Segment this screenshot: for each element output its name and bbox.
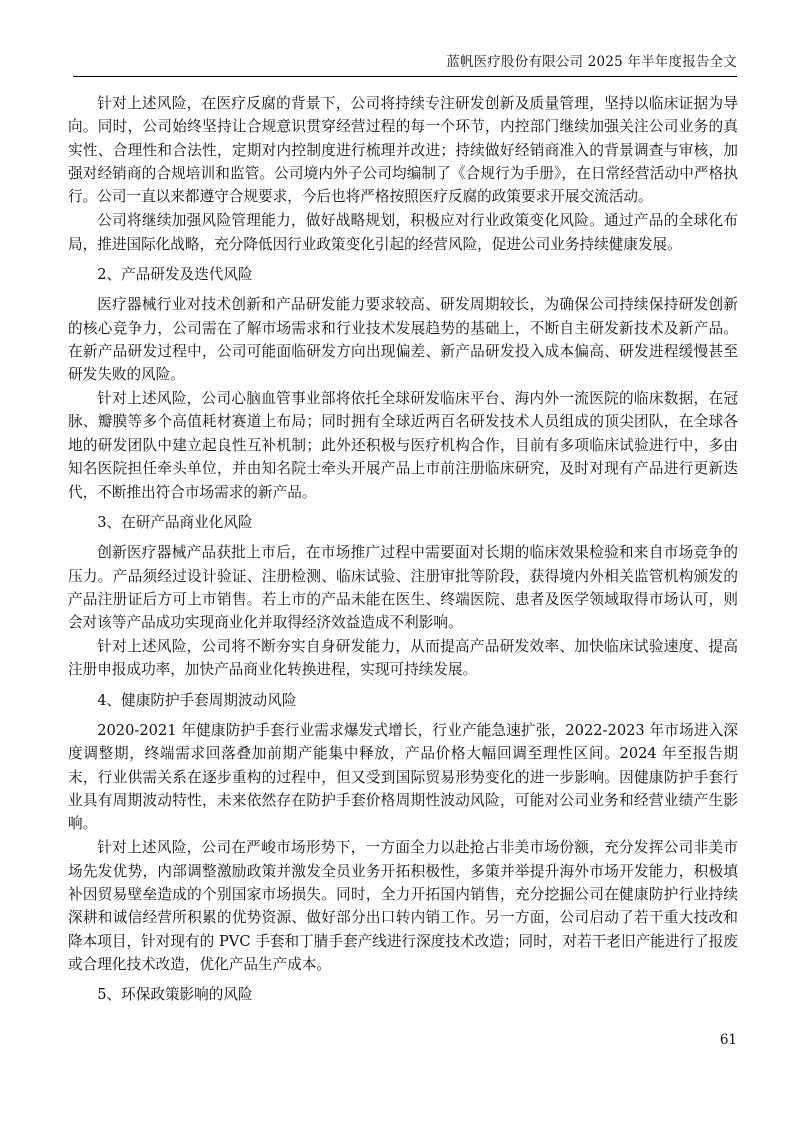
body-paragraph: 医疗器械行业对技术创新和产品研发能力要求较高、研发周期较长，为确保公司持续保持研发创新的核心竞争力，公司需在了解市场需求和行业技术发展趋势的基础上，不断自主研发新技术及新产品。在新产品研发过程中，公司可能面临研发方向出现偏差、新产品研发投入成本偏高、研发进程缓慢甚至研发失败的风险。 <box>68 296 738 384</box>
body-paragraph: 针对上述风险，公司心脑血管事业部将依托全球研发临床平台、海内外一流医院的临床数据，在冠脉、瓣膜等多个高值耗材赛道上布局；同时拥有全球近两百名研发技术人员组成的顶尖团队，在全球各地的研发团队中建立起良性互补机制；此外还积极与医疗机构合作，目前有多项临床试验进行中，多由知名医院担任牵头单位，并由知名院士牵头开展产品上市前注册临床研究，及时对现有产品进行更新迭代，不断推出符合市场需求的新产品。 <box>68 390 738 501</box>
body-paragraph: 针对上述风险，公司在严峻市场形势下，一方面全力以赴抢占非美市场份额，充分发挥公司非美市场先发优势，内部调整激励政策并激发全员业务开拓积极性，多策并举提升海外市场开发能力，积极填补因贸易壁垒造成的个别国家市场损失。同时，全力开拓国内销售，充分挖掘公司在健康防护行业持续深耕和诚信经营所积累的优势资源、做好部分出口转内销工作。另一方面，公司启动了若干重大技改和降本项目，针对现有的 PVC 手套和丁腈手套产线进行深度技术改造；同时，对若干老旧产能进行了报废或合理化技术改造，优化产品生产成本。 <box>68 839 738 974</box>
section-heading: 2、产品研发及迭代风险 <box>97 265 253 283</box>
header-divider <box>73 76 737 77</box>
running-header: 蓝帆医疗股份有限公司 2025 年半年度报告全文 <box>446 54 737 70</box>
body-paragraph: 针对上述风险，在医疗反腐的背景下，公司将持续专注研发创新及质量管理，坚持以临床证据为导向。同时，公司始终坚持让合规意识贯穿经营过程的每一个环节，内控部门继续加强关注公司业务的真实性、合理性和合法性，定期对内控制度进行梳理并改进；持续做好经销商准入的背景调查与审核，加强对经销商的合规培训和监管。公司境内外子公司均编制了《合规行为手册》，在日常经营活动中严格执行。公司一直以来都遵守合规要求，今后也将严格按照医疗反腐的政策要求开展交流活动。 <box>68 95 738 206</box>
body-paragraph: 针对上述风险，公司将不断夯实自身研发能力，从而提高产品研发效率、加快临床试验速度、提高注册申报成功率，加快产品商业化转换进程，实现可持续发展。 <box>68 638 738 679</box>
section-heading: 5、环保政策影响的风险 <box>97 986 253 1004</box>
section-heading: 4、健康防护手套周期波动风险 <box>97 691 297 709</box>
body-paragraph: 创新医疗器械产品获批上市后，在市场推广过程中需要面对长期的临床效果检验和来自市场竞争的压力。产品须经过设计验证、注册检测、临床试验、注册审批等阶段，获得境内外相关监管机构颁发的产品注册证后方可上市销售。若上市的产品未能在医生、终端医院、患者及医学领域取得市场认可，则会对该等产品成功实现商业化并取得经济效益造成不利影响。 <box>68 544 738 632</box>
section-heading: 3、在研产品商业化风险 <box>97 513 253 531</box>
document-body <box>68 92 738 1014</box>
body-paragraph: 公司将继续加强风险管理能力，做好战略规划，积极应对行业政策变化风险。通过产品的全球化布局，推进国际化战略，充分降低因行业政策变化引起的经营风险，促进公司业务持续健康发展。 <box>68 212 738 253</box>
body-paragraph: 2020-2021 年健康防护手套行业需求爆发式增长，行业产能急速扩张，2022-2023 年市场进入深度调整期，终端需求回落叠加前期产能集中释放，产品价格大幅回调至理性区间。2024 年至报告期末，行业供需关系在逐步重构的过程中，但又受到国际贸易形势变化的进一步影响。因健康防护手套行业具有周期波动特性，未来依然存在防护手套价格周期性波动风险，可能对公司业务和经营业绩产生影响。 <box>68 722 738 833</box>
page-number: 61 <box>719 1032 737 1048</box>
